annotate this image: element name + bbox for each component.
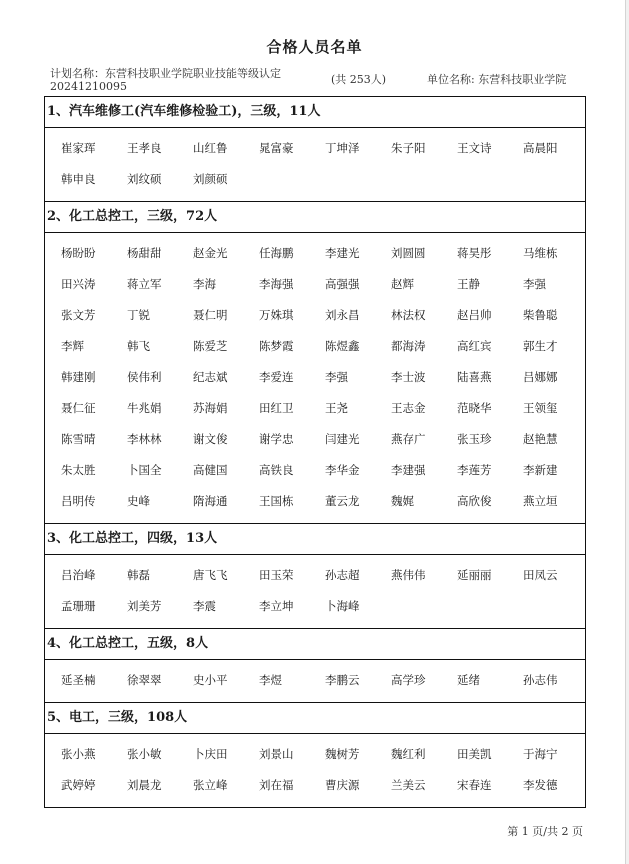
person-name: 延绪 (457, 673, 480, 687)
person-name: 崔家珲 (61, 141, 96, 155)
person-name: 林法权 (391, 308, 426, 322)
person-name: 曹庆源 (325, 778, 360, 792)
person-name: 田红卫 (259, 401, 294, 415)
person-name: 牛兆娟 (127, 401, 162, 415)
person-name: 陆喜燕 (457, 370, 492, 384)
person-name: 高欣俊 (457, 494, 492, 508)
section-heading: 2、化工总控工，三级，72人 (45, 202, 585, 233)
person-name: 田玉荣 (259, 568, 294, 582)
person-name: 李煜 (259, 673, 282, 687)
person-name: 李海强 (259, 277, 294, 291)
person-name: 李鹏云 (325, 673, 360, 687)
unit-name: 单位名称: 东营科技职业学院 (427, 73, 567, 86)
page-number: 第 1 页/共 2 页 (507, 825, 583, 838)
person-name: 高强强 (325, 277, 360, 291)
person-name: 谢学忠 (259, 432, 294, 446)
section-heading: 4、化工总控工，五级，8人 (45, 629, 585, 660)
person-name: 李建光 (325, 246, 360, 260)
person-name: 卜国全 (127, 463, 162, 477)
section-3 (45, 524, 585, 629)
person-name: 王志金 (391, 401, 426, 415)
person-name: 李强 (325, 370, 348, 384)
person-name: 刘纹硕 (127, 172, 162, 186)
person-name: 山红鲁 (193, 141, 228, 155)
person-name: 任海鹏 (259, 246, 294, 260)
person-name: 陈煜鑫 (325, 339, 360, 353)
person-name: 魏树芳 (325, 747, 360, 761)
person-name: 魏红利 (391, 747, 426, 761)
name-grid (45, 660, 585, 702)
person-name: 纪志斌 (193, 370, 228, 384)
person-name: 万姝琪 (259, 308, 294, 322)
person-name: 李立坤 (259, 599, 294, 613)
person-name: 唐飞飞 (193, 568, 228, 582)
person-name: 韩飞 (127, 339, 150, 353)
person-name: 孙志伟 (523, 673, 558, 687)
person-name: 朱子阳 (391, 141, 426, 155)
person-name: 宋春连 (457, 778, 492, 792)
person-name: 范晓华 (457, 401, 492, 415)
person-name: 聂仁明 (193, 308, 228, 322)
person-name: 赵辉 (391, 277, 414, 291)
person-name: 王孝良 (127, 141, 162, 155)
person-name: 徐翠翠 (127, 673, 162, 687)
person-name: 高红宾 (457, 339, 492, 353)
person-name: 王静 (457, 277, 480, 291)
person-name: 李发德 (523, 778, 558, 792)
person-name: 丁坤泽 (325, 141, 360, 155)
person-name: 李新建 (523, 463, 558, 477)
person-name: 刘颜硕 (193, 172, 228, 186)
person-name: 马维栋 (523, 246, 558, 260)
page-title: 合格人员名单 (266, 38, 363, 56)
person-name: 李爱连 (259, 370, 294, 384)
person-name: 王文诗 (457, 141, 492, 155)
person-name: 侯伟利 (127, 370, 162, 384)
person-name: 吕明传 (61, 494, 96, 508)
person-name: 郭生才 (523, 339, 558, 353)
person-name: 卜海峰 (325, 599, 360, 613)
person-name: 吕治峰 (61, 568, 96, 582)
person-name: 隋海通 (193, 494, 228, 508)
person-name: 田凤云 (523, 568, 558, 582)
person-name: 李强 (523, 277, 546, 291)
person-name: 陈梦霞 (259, 339, 294, 353)
person-name: 张立峰 (193, 778, 228, 792)
person-name: 刘景山 (259, 747, 294, 761)
person-name: 田美凯 (457, 747, 492, 761)
person-name: 田兴涛 (61, 277, 96, 291)
section-heading: 3、化工总控工，四级，13人 (45, 524, 585, 555)
person-name: 李海 (193, 277, 216, 291)
person-name: 史小平 (193, 673, 228, 687)
person-name: 刘圆圆 (391, 246, 426, 260)
section-heading: 1、汽车维修工(汽车维修检验工)，三级，11人 (45, 97, 585, 128)
person-name: 杨甜甜 (127, 246, 162, 260)
person-name: 武婷婷 (61, 778, 96, 792)
person-name: 高学珍 (391, 673, 426, 687)
person-name: 陈爱芝 (193, 339, 228, 353)
section-2 (45, 202, 585, 524)
person-name: 张玉珍 (457, 432, 492, 446)
person-name: 吕娜娜 (523, 370, 558, 384)
person-name: 王国栋 (259, 494, 294, 508)
person-name: 孙志超 (325, 568, 360, 582)
person-name: 李建强 (391, 463, 426, 477)
person-name: 李士波 (391, 370, 426, 384)
person-name: 赵吕帅 (457, 308, 492, 322)
person-name: 史峰 (127, 494, 150, 508)
person-name: 张文芳 (61, 308, 96, 322)
person-name: 高健国 (193, 463, 228, 477)
person-name: 李华金 (325, 463, 360, 477)
total-count: (共 253人) (331, 73, 387, 86)
person-name: 韩磊 (127, 568, 150, 582)
section-heading: 5、电工，三级，108人 (45, 703, 585, 734)
person-name: 韩申良 (61, 172, 96, 186)
person-name: 朱太胜 (61, 463, 96, 477)
person-name: 陈雪晴 (61, 432, 96, 446)
name-grid (45, 734, 585, 807)
person-name: 杨盼盼 (61, 246, 96, 260)
person-name: 蒋昊彤 (457, 246, 492, 260)
person-name: 王尧 (325, 401, 348, 415)
person-name: 蒋立军 (127, 277, 162, 291)
roster-table (44, 96, 586, 808)
person-name: 延丽丽 (457, 568, 492, 582)
section-1 (45, 97, 585, 202)
person-name: 丁锐 (127, 308, 150, 322)
person-name: 魏娓 (391, 494, 414, 508)
person-name: 刘美芳 (127, 599, 162, 613)
person-name: 于海宁 (523, 747, 558, 761)
person-name: 燕伟伟 (391, 568, 426, 582)
person-name: 苏海娟 (193, 401, 228, 415)
person-name: 李辉 (61, 339, 84, 353)
person-name: 燕存广 (391, 432, 426, 446)
name-grid (45, 128, 585, 201)
person-name: 李莲芳 (457, 463, 492, 477)
person-name: 延圣楠 (61, 673, 96, 687)
person-name: 都海涛 (391, 339, 426, 353)
person-name: 赵金光 (193, 246, 228, 260)
person-name: 燕立垣 (523, 494, 558, 508)
person-name: 赵艳慧 (523, 432, 558, 446)
person-name: 晁富豪 (259, 141, 294, 155)
section-4 (45, 629, 585, 703)
person-name: 谢文俊 (193, 432, 228, 446)
name-grid (45, 555, 585, 628)
person-name: 张小敏 (127, 747, 162, 761)
person-name: 高晨阳 (523, 141, 558, 155)
person-name: 李林林 (127, 432, 162, 446)
person-name: 高铁良 (259, 463, 294, 477)
person-name: 韩建刚 (61, 370, 96, 384)
person-name: 闫建光 (325, 432, 360, 446)
name-grid (45, 233, 585, 523)
person-name: 刘晨龙 (127, 778, 162, 792)
person-name: 刘永昌 (325, 308, 360, 322)
person-name: 兰美云 (391, 778, 426, 792)
person-name: 刘在福 (259, 778, 294, 792)
person-name: 聂仁征 (61, 401, 96, 415)
person-name: 张小燕 (61, 747, 96, 761)
person-name: 王领玺 (523, 401, 558, 415)
person-name: 李震 (193, 599, 216, 613)
section-5 (45, 703, 585, 807)
person-name: 孟珊珊 (61, 599, 96, 613)
plan-name: 计划名称：东营科技职业学院职业技能等级认定20241210095 (50, 67, 281, 93)
person-name: 董云龙 (325, 494, 360, 508)
person-name: 卜庆田 (193, 747, 228, 761)
person-name: 柴鲁聪 (523, 308, 558, 322)
